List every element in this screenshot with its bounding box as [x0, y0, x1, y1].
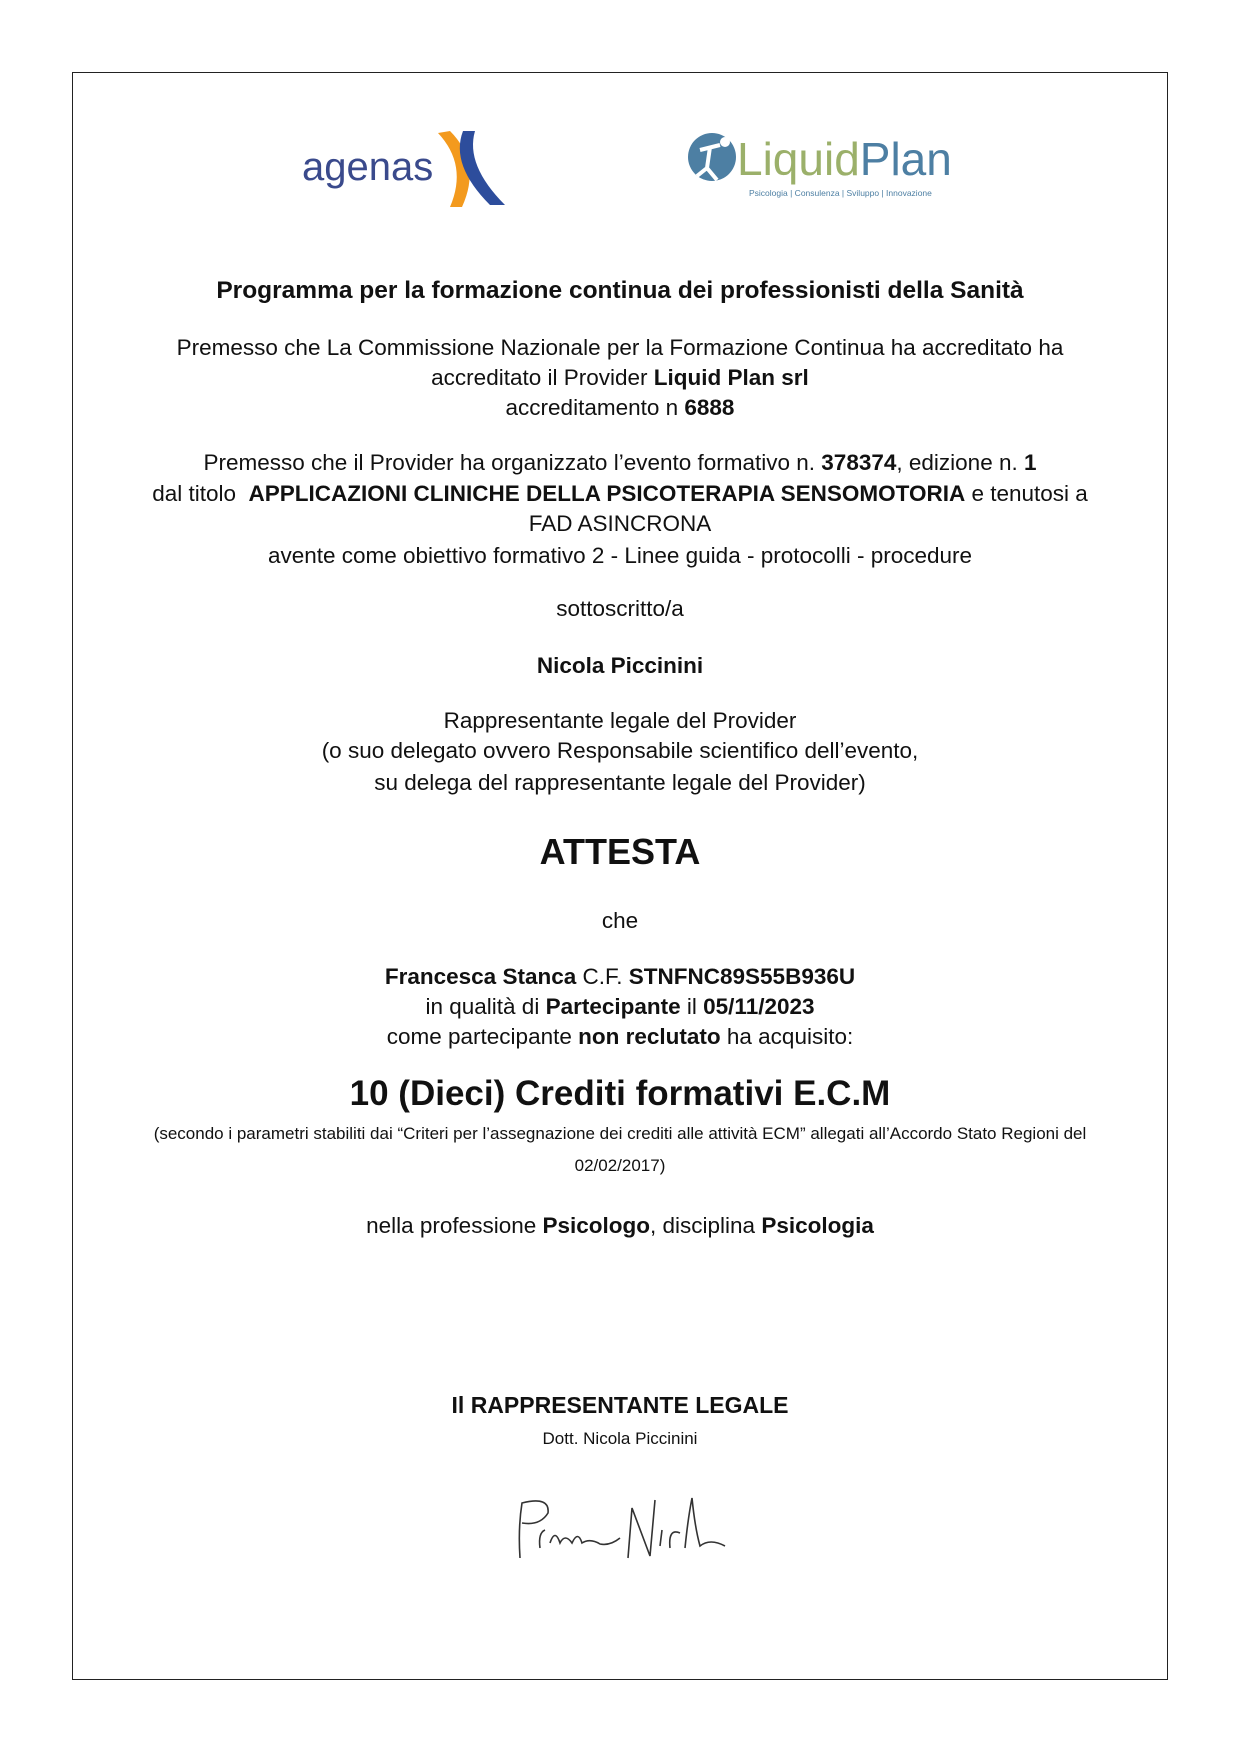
text: dal titolo: [152, 481, 249, 506]
svg-text:Psicologia | Consulenza | Svil: Psicologia | Consulenza | Sviluppo | Innovazione: [749, 188, 932, 198]
program-heading: Programma per la formazione continua dei professionisti della Sanità: [216, 277, 1024, 304]
premise-line: [72, 393, 1168, 423]
event-number: 378374: [821, 450, 897, 475]
role-line: Rappresentante legale del Provider: [443, 708, 797, 733]
participant-line: [72, 1022, 1168, 1052]
signature-title: Il RAPPRESENTANTE LEGALE: [451, 1392, 789, 1418]
text: ha acquisito:: [720, 1024, 854, 1049]
criteria-line: 02/02/2017): [574, 1156, 666, 1175]
accreditation-number: 6888: [684, 395, 735, 420]
criteria-line: (secondo i parametri stabiliti dai “Criteri per l’assegnazione dei crediti alle attività ECM” allegati all’Accordo Stato Regioni del: [153, 1124, 1087, 1143]
text: accreditato il Provider: [431, 365, 654, 390]
text: C.F.: [576, 964, 629, 989]
event-objective: avente come obiettivo formativo 2 - Linee guida - protocolli - procedure: [267, 543, 973, 568]
text: , disciplina: [650, 1213, 762, 1238]
svg-text:LiquidPlan: LiquidPlan: [737, 133, 952, 185]
event-line: [72, 448, 1168, 478]
edition-number: 1: [1023, 450, 1037, 475]
participant-line: [72, 992, 1168, 1022]
role-line: (o suo delegato ovvero Responsabile scientifico dell’evento,: [321, 738, 919, 763]
handwritten-signature: [510, 1488, 740, 1573]
profession: Psicologo: [542, 1213, 651, 1238]
profession-line: [72, 1211, 1168, 1241]
provider-name: Liquid Plan srl: [653, 365, 809, 390]
text: in qualità di: [425, 994, 546, 1019]
event-line: [72, 479, 1168, 509]
participation-date: 05/11/2023: [703, 994, 815, 1019]
text: come partecipante: [386, 1024, 579, 1049]
event-title: APPLICAZIONI CLINICHE DELLA PSICOTERAPIA SENSOMOTORIA: [248, 481, 966, 506]
text: Premesso che il Provider ha organizzato l’evento formativo n.: [203, 450, 822, 475]
fiscal-code: STNFNC89S55B936U: [628, 964, 856, 989]
participant-line: [72, 962, 1168, 992]
text: , edizione n.: [896, 450, 1024, 475]
svg-text:agenas: agenas: [302, 145, 434, 189]
undersigned-name: Nicola Piccinini: [536, 653, 704, 678]
agenas-logo: [300, 125, 510, 215]
text: nella professione: [366, 1213, 543, 1238]
text: accreditamento n: [505, 395, 685, 420]
che-text: che: [601, 908, 639, 933]
attesta-heading: ATTESTA: [539, 831, 701, 872]
event-location: FAD ASINCRONA: [528, 511, 712, 536]
undersigned-label: sottoscritto/a: [556, 596, 684, 621]
recruitment-status: non reclutato: [578, 1024, 721, 1049]
role-line: su delega del rappresentante legale del Provider): [374, 770, 866, 795]
premise-line: Premesso che La Commissione Nazionale per la Formazione Continua ha accreditato ha: [176, 335, 1064, 360]
participant-name: Francesca Stanca: [384, 964, 577, 989]
liquidplan-logo: [685, 130, 985, 210]
credits-heading: 10 (Dieci) Crediti formativi E.C.M: [349, 1074, 891, 1113]
text: e tenutosi a: [965, 481, 1088, 506]
participant-role: Partecipante: [545, 994, 681, 1019]
premise-line: [72, 363, 1168, 393]
text: il: [680, 994, 704, 1019]
signatory-name: Dott. Nicola Piccinini: [542, 1429, 698, 1448]
discipline: Psicologia: [761, 1213, 874, 1238]
